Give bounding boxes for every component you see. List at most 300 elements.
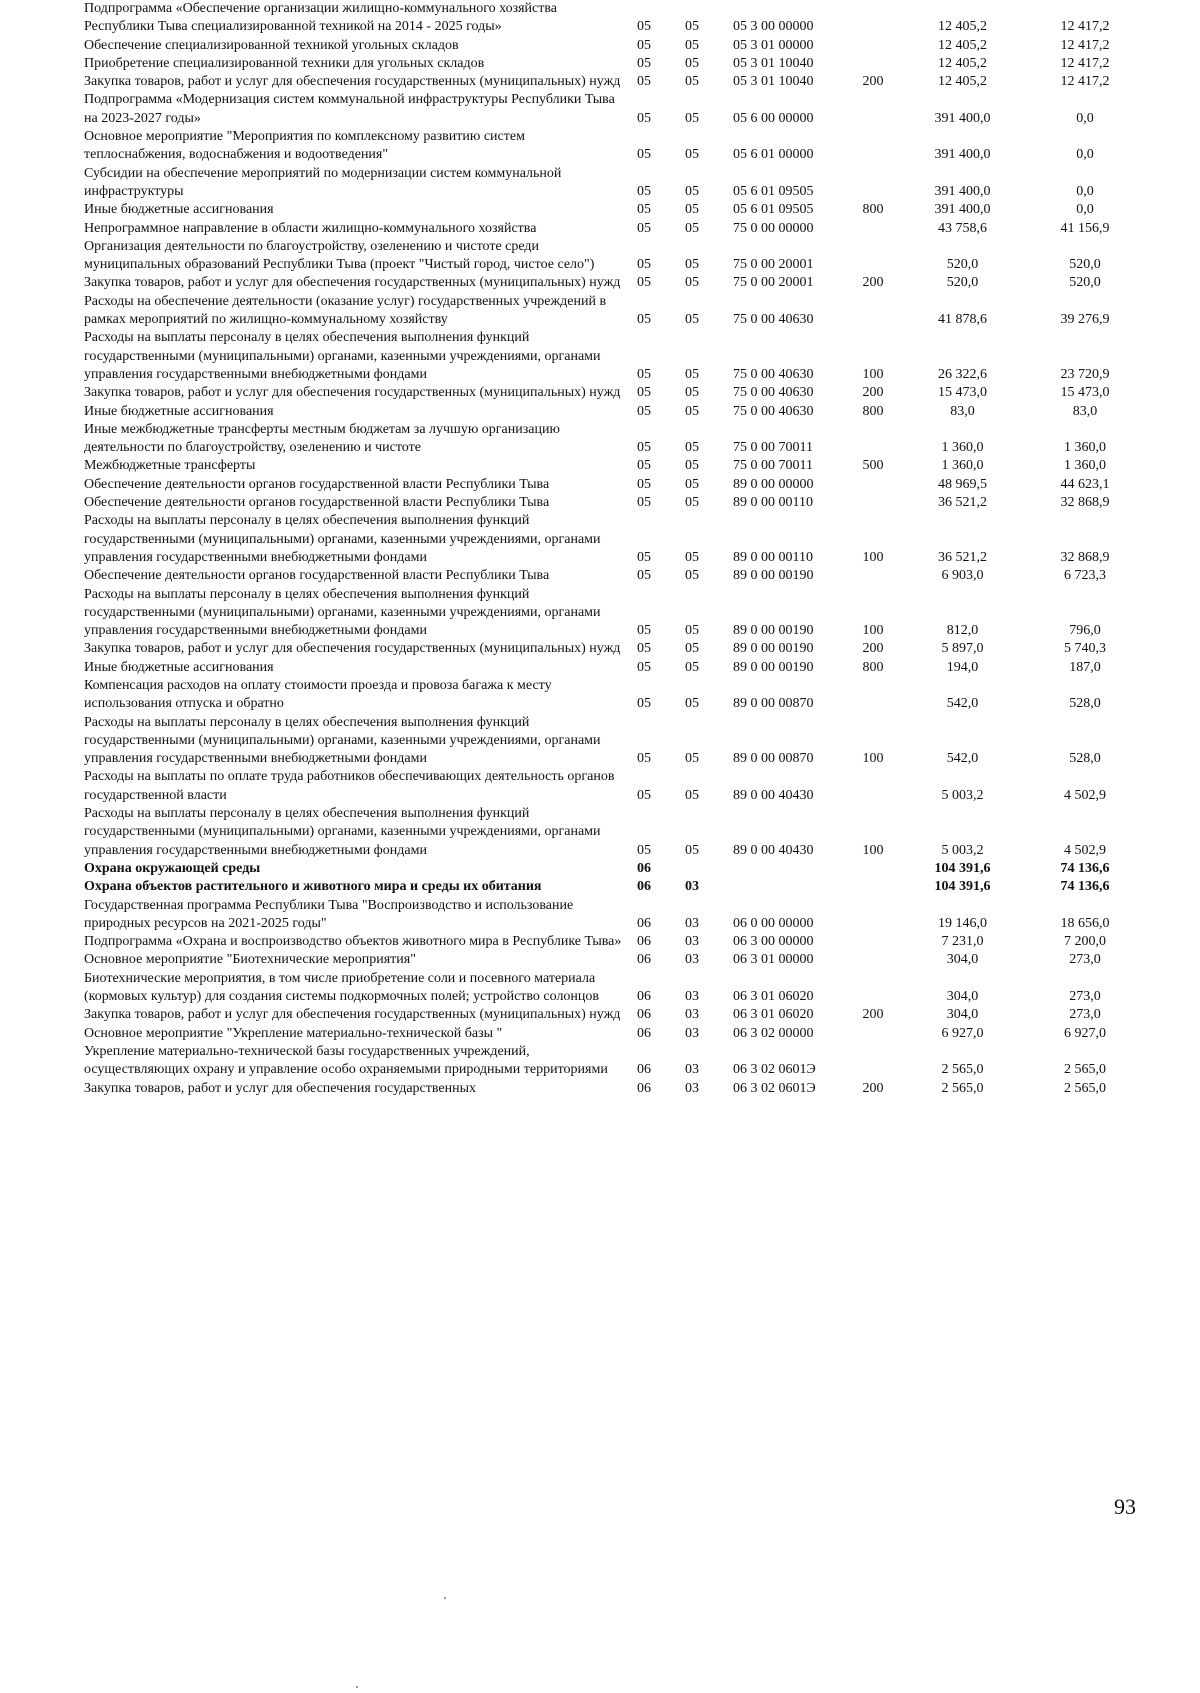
amount-year-1: 304,0 bbox=[946, 1007, 979, 1023]
target-article-code: 05 3 00 00000 bbox=[733, 19, 814, 35]
target-article-code: 75 0 00 40630 bbox=[733, 366, 814, 382]
table-row bbox=[84, 384, 1144, 402]
expense-type-code bbox=[847, 55, 899, 73]
subsection-code: 05 bbox=[685, 37, 699, 53]
amount-year-2: 2 565,0 bbox=[1064, 1080, 1106, 1096]
row-name: Обеспечение деятельности органов государственной власти Республики Тыва bbox=[84, 476, 550, 492]
amount-year-1: 520,0 bbox=[946, 275, 979, 291]
expense-type-code bbox=[847, 951, 899, 969]
row-name: Охрана объектов растительного и животного мира и среды их обитания bbox=[84, 879, 542, 895]
amount-year-2: 6 927,0 bbox=[1064, 1025, 1106, 1041]
amount-year-2: 15 473,0 bbox=[1060, 385, 1110, 401]
budget-page bbox=[84, 0, 1144, 1098]
table-row bbox=[84, 220, 1144, 238]
subsection-code: 05 bbox=[685, 641, 699, 657]
amount-year-1: 26 322,6 bbox=[938, 366, 987, 382]
target-article-code: 75 0 00 20001 bbox=[733, 257, 814, 273]
expense-type-code: 100 bbox=[862, 751, 884, 767]
target-article-code: 05 6 01 09505 bbox=[733, 202, 814, 218]
target-article-code: 05 3 01 00000 bbox=[733, 37, 814, 53]
amount-year-1: 43 758,6 bbox=[938, 220, 987, 236]
table-row bbox=[84, 714, 1144, 769]
expense-type-code: 200 bbox=[862, 1080, 884, 1096]
section-code: 05 bbox=[637, 440, 651, 456]
subsection-code: 05 bbox=[685, 55, 699, 71]
target-article-code: 05 6 01 09505 bbox=[733, 183, 814, 199]
amount-year-2: 528,0 bbox=[1069, 751, 1101, 767]
amount-year-1: 12 405,2 bbox=[938, 37, 987, 53]
section-code: 06 bbox=[637, 1080, 651, 1096]
target-article-code: 89 0 00 00000 bbox=[733, 476, 814, 492]
amount-year-1: 542,0 bbox=[946, 696, 979, 712]
amount-year-2: 12 417,2 bbox=[1060, 37, 1110, 53]
section-code: 05 bbox=[637, 312, 651, 328]
table-row bbox=[84, 421, 1144, 458]
target-article-code: 05 3 01 10040 bbox=[733, 74, 814, 90]
scan-speck bbox=[444, 1597, 446, 1599]
section-code: 05 bbox=[637, 257, 651, 273]
amount-year-1: 2 565,0 bbox=[941, 1062, 984, 1078]
amount-year-2: 18 656,0 bbox=[1060, 915, 1110, 931]
amount-year-1: 391 400,0 bbox=[934, 202, 991, 218]
subsection-code bbox=[677, 860, 725, 878]
section-code: 05 bbox=[637, 147, 651, 163]
subsection-code: 05 bbox=[685, 110, 699, 126]
section-code: 06 bbox=[637, 1062, 651, 1078]
amount-year-1: 304,0 bbox=[946, 952, 979, 968]
row-name: Расходы на выплаты персоналу в целях обеспечения выполнения функций государственными (муниципальными) органами, казенными учреждениями, органами управления государственными внебюджетными фондами bbox=[84, 586, 601, 639]
amount-year-2: 23 720,9 bbox=[1060, 366, 1110, 382]
target-article-code: 75 0 00 40630 bbox=[733, 403, 814, 419]
amount-year-2: 83,0 bbox=[1072, 403, 1098, 419]
amount-year-2: 6 723,3 bbox=[1064, 568, 1106, 584]
amount-year-2: 39 276,9 bbox=[1060, 312, 1110, 328]
target-article-code bbox=[725, 860, 847, 878]
row-name: Обеспечение деятельности органов государственной власти Республики Тыва bbox=[84, 568, 550, 584]
subsection-code: 05 bbox=[685, 696, 699, 712]
subsection-code: 05 bbox=[685, 312, 699, 328]
row-name: Расходы на выплаты по оплате труда работников обеспечивающих деятельность органов государственной власти bbox=[84, 769, 615, 803]
row-name: Охрана окружающей среды bbox=[84, 860, 261, 876]
expense-type-code bbox=[847, 567, 899, 585]
subsection-code: 03 bbox=[685, 989, 699, 1005]
amount-year-1: 12 405,2 bbox=[938, 19, 987, 35]
row-name: Организация деятельности по благоустройству, озеленению и чистоте среди муниципальных образований Республики Тыва (проект "Чистый город, чистое село") bbox=[84, 238, 595, 273]
expense-type-code bbox=[847, 421, 899, 458]
table-row bbox=[84, 1006, 1144, 1024]
row-name: Основное мероприятие "Укрепление материально-технической базы " bbox=[84, 1025, 503, 1041]
section-code: 06 bbox=[637, 915, 651, 931]
amount-year-1: 5 003,2 bbox=[941, 787, 984, 803]
amount-year-1: 5 003,2 bbox=[941, 842, 984, 858]
subsection-code: 05 bbox=[685, 275, 699, 291]
expense-type-code: 100 bbox=[862, 549, 884, 565]
subsection-code: 03 bbox=[685, 1080, 699, 1096]
section-code: 05 bbox=[637, 495, 651, 511]
target-article-code: 89 0 00 40430 bbox=[733, 842, 814, 858]
subsection-code: 03 bbox=[685, 915, 699, 931]
row-name: Расходы на выплаты персоналу в целях обеспечения выполнения функций государственными (муниципальными) органами, казенными учреждениями, органами управления государственными внебюджетными фондами bbox=[84, 714, 601, 767]
subsection-code: 03 bbox=[685, 934, 699, 950]
subsection-code: 05 bbox=[685, 440, 699, 456]
amount-year-2: 273,0 bbox=[1069, 952, 1101, 968]
table-row bbox=[84, 512, 1144, 567]
subsection-code: 03 bbox=[685, 1025, 699, 1041]
amount-year-2: 4 502,9 bbox=[1064, 842, 1106, 858]
target-article-code: 89 0 00 00870 bbox=[733, 696, 814, 712]
table-row bbox=[84, 768, 1144, 805]
table-row bbox=[84, 860, 1144, 878]
expense-type-code bbox=[847, 860, 899, 878]
subsection-code: 05 bbox=[685, 495, 699, 511]
row-name: Иные бюджетные ассигнования bbox=[84, 659, 274, 675]
table-row bbox=[84, 457, 1144, 475]
row-name: Обеспечение специализированной техникой угольных складов bbox=[84, 37, 459, 53]
table-row bbox=[84, 805, 1144, 860]
amount-year-2: 12 417,2 bbox=[1060, 19, 1110, 35]
section-code: 05 bbox=[637, 696, 651, 712]
expense-type-code bbox=[847, 677, 899, 714]
table-row bbox=[84, 476, 1144, 494]
amount-year-1: 6 927,0 bbox=[941, 1025, 984, 1041]
amount-year-2: 74 136,6 bbox=[1060, 860, 1110, 876]
amount-year-1: 12 405,2 bbox=[938, 74, 987, 90]
target-article-code: 89 0 00 00190 bbox=[733, 659, 814, 675]
expense-type-code: 200 bbox=[862, 74, 884, 90]
expense-type-code: 100 bbox=[862, 842, 884, 858]
row-name: Государственная программа Республики Тыва "Воспроизводство и использование природных ресурсов на 2021-2025 годы" bbox=[84, 897, 574, 931]
target-article-code: 06 3 01 06020 bbox=[733, 1007, 814, 1023]
expense-type-code bbox=[847, 768, 899, 805]
amount-year-1: 36 521,2 bbox=[938, 549, 987, 565]
table-row bbox=[84, 951, 1144, 969]
amount-year-2: 0,0 bbox=[1076, 147, 1094, 163]
amount-year-2: 74 136,6 bbox=[1060, 879, 1110, 895]
subsection-code: 05 bbox=[685, 549, 699, 565]
amount-year-1: 194,0 bbox=[946, 659, 979, 675]
expense-type-code bbox=[847, 37, 899, 55]
section-code: 05 bbox=[637, 37, 651, 53]
expense-type-code: 800 bbox=[862, 202, 884, 218]
section-code: 05 bbox=[637, 385, 651, 401]
row-name: Иные межбюджетные трансферты местным бюджетам за лучшую организацию деятельности по благоустройству, озеленению и чистоте bbox=[84, 421, 560, 456]
amount-year-2: 0,0 bbox=[1076, 202, 1094, 218]
table-row bbox=[84, 55, 1144, 73]
table-row bbox=[84, 1025, 1144, 1043]
table-row bbox=[84, 586, 1144, 641]
row-name: Закупка товаров, работ и услуг для обеспечения государственных (муниципальных) нужд bbox=[84, 385, 621, 401]
subsection-code: 03 bbox=[685, 1007, 699, 1023]
expense-type-code bbox=[847, 0, 899, 37]
subsection-code: 05 bbox=[685, 568, 699, 584]
amount-year-2: 520,0 bbox=[1069, 275, 1101, 291]
table-row bbox=[84, 1080, 1144, 1098]
amount-year-2: 528,0 bbox=[1069, 696, 1101, 712]
table-row bbox=[84, 878, 1144, 896]
target-article-code: 89 0 00 00110 bbox=[733, 495, 813, 511]
section-code: 05 bbox=[637, 403, 651, 419]
amount-year-2: 4 502,9 bbox=[1064, 787, 1106, 803]
row-name: Подпрограмма «Обеспечение организации жилищно-коммунального хозяйства Республики Тыва специализированной техникой на 2014 - 2025 годы» bbox=[84, 1, 558, 35]
subsection-code: 03 bbox=[685, 952, 699, 968]
target-article-code: 06 3 02 0601Э bbox=[733, 1062, 816, 1078]
subsection-code: 05 bbox=[685, 787, 699, 803]
expense-type-code: 200 bbox=[862, 641, 884, 657]
amount-year-2: 2 565,0 bbox=[1064, 1062, 1106, 1078]
section-code: 05 bbox=[637, 751, 651, 767]
table-row bbox=[84, 640, 1144, 658]
target-article-code: 05 6 01 00000 bbox=[733, 147, 814, 163]
row-name: Непрограммное направление в области жилищно-коммунального хозяйства bbox=[84, 220, 537, 236]
section-code: 05 bbox=[637, 842, 651, 858]
row-name: Укрепление материально-технической базы государственных учреждений, осуществляющих охрану и управление особо охраняемыми природными территориями bbox=[84, 1043, 608, 1078]
amount-year-1: 12 405,2 bbox=[938, 55, 987, 71]
row-name: Иные бюджетные ассигнования bbox=[84, 202, 274, 218]
budget-table bbox=[84, 0, 1144, 1098]
row-name: Обеспечение деятельности органов государственной власти Республики Тыва bbox=[84, 495, 550, 511]
amount-year-1: 5 897,0 bbox=[941, 641, 984, 657]
expense-type-code: 100 bbox=[862, 366, 884, 382]
table-row bbox=[84, 91, 1144, 128]
amount-year-2: 273,0 bbox=[1069, 1007, 1101, 1023]
target-article-code: 75 0 00 00000 bbox=[733, 220, 814, 236]
expense-type-code bbox=[847, 1043, 899, 1080]
amount-year-1: 1 360,0 bbox=[941, 440, 984, 456]
row-name: Расходы на выплаты персоналу в целях обеспечения выполнения функций государственными (муниципальными) органами, казенными учреждениями, органами управления государственными внебюджетными фондами bbox=[84, 330, 601, 382]
section-code: 05 bbox=[637, 366, 651, 382]
amount-year-1: 812,0 bbox=[946, 623, 979, 639]
row-name: Подпрограмма «Охрана и воспроизводство объектов животного мира в Республике Тыва» bbox=[84, 934, 622, 950]
expense-type-code bbox=[847, 91, 899, 128]
subsection-code: 05 bbox=[685, 74, 699, 90]
target-article-code: 06 3 01 06020 bbox=[733, 989, 814, 1005]
section-code: 06 bbox=[637, 860, 651, 876]
amount-year-2: 0,0 bbox=[1076, 110, 1094, 126]
table-row bbox=[84, 933, 1144, 951]
amount-year-2: 796,0 bbox=[1069, 623, 1101, 639]
table-row bbox=[84, 201, 1144, 219]
expense-type-code: 200 bbox=[862, 1007, 884, 1023]
target-article-code: 75 0 00 70011 bbox=[733, 440, 813, 456]
target-article-code: 75 0 00 70011 bbox=[733, 458, 813, 474]
subsection-code: 03 bbox=[685, 1062, 699, 1078]
row-name: Закупка товаров, работ и услуг для обеспечения государственных bbox=[84, 1080, 477, 1096]
section-code: 05 bbox=[637, 19, 651, 35]
expense-type-code bbox=[847, 1025, 899, 1043]
expense-type-code: 100 bbox=[862, 623, 884, 639]
row-name: Расходы на обеспечение деятельности (оказание услуг) государственных учреждений в рамках мероприятий по жилищно-коммунальному хозяйству bbox=[84, 293, 607, 328]
target-article-code: 89 0 00 40430 bbox=[733, 787, 814, 803]
target-article-code: 89 0 00 00870 bbox=[733, 751, 814, 767]
table-row bbox=[84, 0, 1144, 37]
amount-year-2: 44 623,1 bbox=[1060, 476, 1110, 492]
expense-type-code bbox=[847, 165, 899, 202]
subsection-code: 05 bbox=[685, 385, 699, 401]
amount-year-1: 36 521,2 bbox=[938, 495, 987, 511]
row-name: Закупка товаров, работ и услуг для обеспечения государственных (муниципальных) нужд bbox=[84, 74, 621, 90]
section-code: 06 bbox=[637, 952, 651, 968]
section-code: 06 bbox=[637, 879, 651, 895]
subsection-code: 05 bbox=[685, 623, 699, 639]
amount-year-1: 104 391,6 bbox=[934, 860, 991, 876]
amount-year-1: 104 391,6 bbox=[934, 879, 991, 895]
amount-year-2: 520,0 bbox=[1069, 257, 1101, 273]
subsection-code: 05 bbox=[685, 220, 699, 236]
target-article-code: 05 6 00 00000 bbox=[733, 110, 814, 126]
target-article-code: 89 0 00 00110 bbox=[733, 549, 813, 565]
table-row bbox=[84, 37, 1144, 55]
expense-type-code bbox=[847, 970, 899, 1007]
expense-type-code: 500 bbox=[862, 458, 884, 474]
table-row bbox=[84, 659, 1144, 677]
subsection-code: 05 bbox=[685, 842, 699, 858]
section-code: 05 bbox=[637, 458, 651, 474]
section-code: 06 bbox=[637, 989, 651, 1005]
amount-year-2: 41 156,9 bbox=[1060, 220, 1110, 236]
table-row bbox=[84, 567, 1144, 585]
amount-year-1: 41 878,6 bbox=[938, 312, 987, 328]
expense-type-code bbox=[847, 238, 899, 275]
table-row bbox=[84, 970, 1144, 1007]
row-name: Основное мероприятие "Биотехнические мероприятия" bbox=[84, 952, 416, 968]
row-name: Закупка товаров, работ и услуг для обеспечения государственных (муниципальных) нужд bbox=[84, 275, 621, 291]
table-row bbox=[84, 494, 1144, 512]
target-article-code: 05 3 01 10040 bbox=[733, 55, 814, 71]
subsection-code: 05 bbox=[685, 202, 699, 218]
subsection-code: 05 bbox=[685, 183, 699, 199]
expense-type-code bbox=[847, 897, 899, 934]
amount-year-1: 391 400,0 bbox=[934, 110, 991, 126]
section-code: 05 bbox=[637, 183, 651, 199]
expense-type-code: 200 bbox=[862, 385, 884, 401]
amount-year-1: 19 146,0 bbox=[938, 915, 987, 931]
amount-year-2: 32 868,9 bbox=[1060, 495, 1110, 511]
amount-year-1: 7 231,0 bbox=[941, 934, 984, 950]
target-article-code bbox=[725, 878, 847, 896]
row-name: Иные бюджетные ассигнования bbox=[84, 403, 274, 419]
target-article-code: 89 0 00 00190 bbox=[733, 623, 814, 639]
amount-year-1: 83,0 bbox=[950, 403, 975, 419]
table-row bbox=[84, 677, 1144, 714]
subsection-code: 03 bbox=[685, 879, 699, 895]
row-name: Компенсация расходов на оплату стоимости проезда и провоза багажа к месту использования отпуска и обратно bbox=[84, 677, 552, 712]
table-row bbox=[84, 274, 1144, 292]
row-name: Закупка товаров, работ и услуг для обеспечения государственных (муниципальных) нужд bbox=[84, 641, 621, 657]
page-number: 93 bbox=[1114, 1494, 1136, 1519]
target-article-code: 06 3 00 00000 bbox=[733, 934, 814, 950]
amount-year-2: 0,0 bbox=[1076, 183, 1094, 199]
amount-year-2: 7 200,0 bbox=[1064, 934, 1106, 950]
row-name: Расходы на выплаты персоналу в целях обеспечения выполнения функций государственными (муниципальными) органами, казенными учреждениями, органами управления государственными внебюджетными фондами bbox=[84, 513, 601, 565]
section-code: 05 bbox=[637, 275, 651, 291]
subsection-code: 05 bbox=[685, 147, 699, 163]
table-row bbox=[84, 1043, 1144, 1080]
amount-year-1: 6 903,0 bbox=[941, 568, 984, 584]
section-code: 06 bbox=[637, 934, 651, 950]
budget-rows bbox=[84, 0, 1144, 1098]
expense-type-code bbox=[847, 878, 899, 896]
expense-type-code: 200 bbox=[862, 275, 884, 291]
target-article-code: 06 0 00 00000 bbox=[733, 915, 814, 931]
amount-year-2: 5 740,3 bbox=[1064, 641, 1106, 657]
expense-type-code bbox=[847, 494, 899, 512]
amount-year-1: 542,0 bbox=[946, 751, 979, 767]
table-row bbox=[84, 73, 1144, 91]
table-row bbox=[84, 329, 1144, 384]
table-row bbox=[84, 165, 1144, 202]
section-code: 05 bbox=[637, 568, 651, 584]
row-name: Биотехнические мероприятия, в том числе приобретение соли и посевного материала (кормовых культур) для создания системы подкормочных полей; устройство солонцов bbox=[84, 970, 600, 1005]
expense-type-code bbox=[847, 476, 899, 494]
table-row bbox=[84, 293, 1144, 330]
amount-year-1: 1 360,0 bbox=[941, 458, 984, 474]
row-name: Субсидии на обеспечение мероприятий по модернизации систем коммунальной инфраструктуры bbox=[84, 165, 562, 199]
row-name: Основное мероприятие "Мероприятия по комплексному развитию систем теплоснабжения, водоснабжения и водоотведения" bbox=[84, 129, 525, 163]
amount-year-1: 2 565,0 bbox=[941, 1080, 984, 1096]
target-article-code: 06 3 01 00000 bbox=[733, 952, 814, 968]
section-code: 05 bbox=[637, 549, 651, 565]
row-name: Межбюджетные трансферты bbox=[84, 458, 256, 474]
subsection-code: 05 bbox=[685, 458, 699, 474]
amount-year-1: 15 473,0 bbox=[938, 385, 987, 401]
amount-year-2: 273,0 bbox=[1069, 989, 1101, 1005]
expense-type-code: 800 bbox=[862, 659, 884, 675]
row-name: Расходы на выплаты персоналу в целях обеспечения выполнения функций государственными (муниципальными) органами, казенными учреждениями, органами управления государственными внебюджетными фондами bbox=[84, 806, 601, 858]
section-code: 06 bbox=[637, 1007, 651, 1023]
target-article-code: 75 0 00 40630 bbox=[733, 385, 814, 401]
amount-year-1: 520,0 bbox=[946, 257, 979, 273]
subsection-code: 05 bbox=[685, 659, 699, 675]
expense-type-code bbox=[847, 128, 899, 165]
section-code: 05 bbox=[637, 659, 651, 675]
row-name: Закупка товаров, работ и услуг для обеспечения государственных (муниципальных) нужд bbox=[84, 1007, 621, 1023]
expense-type-code bbox=[847, 293, 899, 330]
subsection-code: 05 bbox=[685, 476, 699, 492]
section-code: 05 bbox=[637, 202, 651, 218]
section-code: 05 bbox=[637, 55, 651, 71]
amount-year-2: 1 360,0 bbox=[1064, 440, 1106, 456]
subsection-code: 05 bbox=[685, 403, 699, 419]
amount-year-1: 391 400,0 bbox=[934, 183, 991, 199]
table-row bbox=[84, 238, 1144, 275]
table-row bbox=[84, 403, 1144, 421]
amount-year-1: 304,0 bbox=[946, 989, 979, 1005]
target-article-code: 06 3 02 00000 bbox=[733, 1025, 814, 1041]
target-article-code: 89 0 00 00190 bbox=[733, 568, 814, 584]
subsection-code: 05 bbox=[685, 257, 699, 273]
target-article-code: 06 3 02 0601Э bbox=[733, 1080, 816, 1096]
target-article-code: 75 0 00 40630 bbox=[733, 312, 814, 328]
amount-year-2: 12 417,2 bbox=[1060, 55, 1110, 71]
target-article-code: 89 0 00 00190 bbox=[733, 641, 814, 657]
amount-year-1: 48 969,5 bbox=[938, 476, 987, 492]
expense-type-code: 800 bbox=[862, 403, 884, 419]
subsection-code: 05 bbox=[685, 19, 699, 35]
scan-speck bbox=[356, 1686, 358, 1688]
amount-year-2: 1 360,0 bbox=[1064, 458, 1106, 474]
section-code: 06 bbox=[637, 1025, 651, 1041]
target-article-code: 75 0 00 20001 bbox=[733, 275, 814, 291]
section-code: 05 bbox=[637, 787, 651, 803]
section-code: 05 bbox=[637, 476, 651, 492]
subsection-code: 05 bbox=[685, 366, 699, 382]
amount-year-2: 32 868,9 bbox=[1060, 549, 1110, 565]
row-name: Подпрограмма «Модернизация систем коммунальной инфраструктуры Республики Тыва на 2023-2027 годы» bbox=[84, 92, 615, 126]
expense-type-code bbox=[847, 220, 899, 238]
amount-year-2: 187,0 bbox=[1069, 659, 1101, 675]
amount-year-1: 391 400,0 bbox=[934, 147, 991, 163]
section-code: 05 bbox=[637, 74, 651, 90]
